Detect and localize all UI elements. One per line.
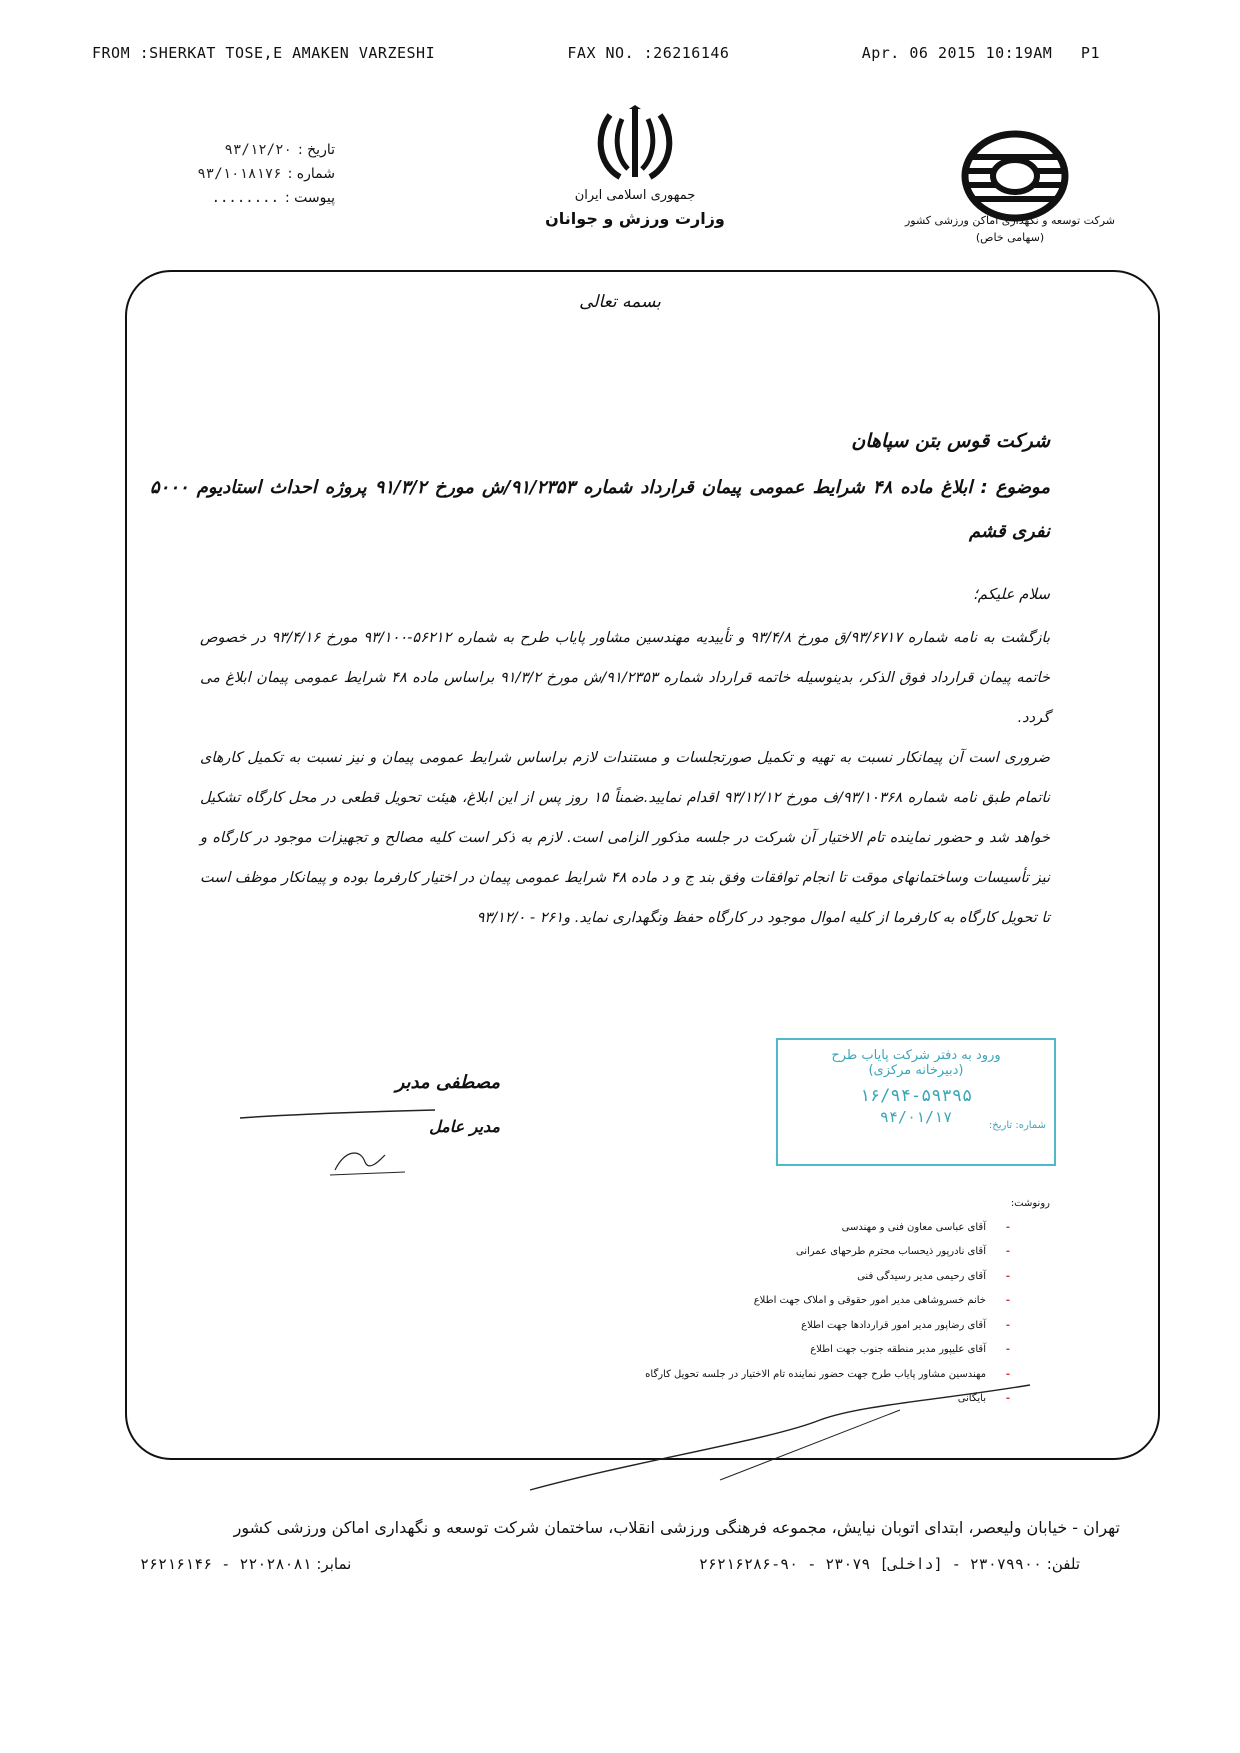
fax-number: FAX NO. :26216146 [567, 44, 730, 62]
company-type: (سهامی خاص) [975, 231, 1045, 244]
letter-meta [145, 138, 335, 210]
cc-item: - آقای نادرپور ذیحساب محترم طرحهای عمرانی [795, 1246, 1010, 1258]
attachment-value: ........ [211, 190, 279, 206]
signatory-title: مدیر عامل [429, 1117, 500, 1136]
fax-label: نمابر: [316, 1555, 352, 1573]
fax-from: FROM :SHERKAT TOSE,E AMAKEN VARZESHI [92, 44, 436, 62]
invocation: بسمه تعالی [579, 292, 661, 312]
fax-header [92, 44, 1100, 62]
number-row [145, 162, 335, 186]
ministry-name: وزارت ورزش و جوانان [545, 209, 725, 228]
addressee: شرکت قوس بتن سپاهان [851, 430, 1050, 452]
received-stamp [776, 1038, 1056, 1166]
government-heading [520, 188, 750, 228]
footer-address: تهران - خیابان ولیعصر، ابتدای اتوبان نیایش، مجموعه فرهنگی ورزشی انقلاب، ساختمان شرکت توسعه و نگهداری اماکن ورزشی کشور [233, 1518, 1120, 1537]
dash-icon: - [1005, 1344, 1010, 1356]
dash-icon: - [1005, 1393, 1010, 1405]
stamp-line-1: ورود به دفتر شرکت پایاب طرح [831, 1048, 1001, 1063]
cc-item: - آقای عباسی معاون فنی و مهندسی [841, 1221, 1010, 1233]
stamp-date: ۹۴/۰۱/۱۷ [879, 1108, 953, 1126]
date-value: ۹۳/۱۲/۲۰ [224, 142, 292, 158]
cc-item: - بایگانی [957, 1393, 1010, 1405]
fax-datetime [862, 44, 1100, 62]
pen-stroke-icon [520, 1380, 1040, 1500]
fax-date: Apr. 06 2015 10:19AM [861, 44, 1053, 62]
footer-contacts [140, 1555, 1080, 1573]
number-label: شماره : [287, 166, 335, 182]
cc-item: - خانم خسروشاهی مدیر امور حقوقی و املاک جهت اطلاع [753, 1295, 1010, 1307]
attachment-label: پیوست : [285, 190, 335, 206]
company-name: شرکت توسعه و نگهداری اماکن ورزشی کشور [904, 214, 1115, 227]
cc-item: - آقای رضاپور مدیر امور قراردادها جهت اطلاع [801, 1319, 1010, 1331]
body-paragraph-2: ضروری است آن پیمانکار نسبت به تهیه و تکمیل صورتجلسات و مستندات لازم براساس شرایط عمومی پیمان و نیز نسبت به تکمیل کارهای ناتمام طبق نامه شماره ۹۳/۱۰۳۶۸/ف مورخ ۹۳/۱۲/۱۲ اقدام نمایید.ضمناً ۱۵ روز پس از این ابلاغ، هیئت تحویل قطعی در محل کارگاه تشکیل خواهد شد و حضور نماینده تام الاختیار آن شرکت در جلسه مذکور الزامی است. لازم به ذکر است کلیه مصالح و تجهیزات موجود در کارگاه و نیز تأسیسات وساختمانهای موقت تا انجام توافقات وفق بند ج و د ماده ۴۸ شرایط عمومی پیمان در اختیار کارفرما بوده و پیمانکار موظف است تا تحویل کارگاه به کارفرما از کلیه اموال موجود در کارگاه حفظ ونگهداری نماید. و۲۶۱ - ۹۳/۱۲/۰ [200, 750, 1050, 926]
company-heading [885, 212, 1135, 246]
stamp-number: ۱۶/۹۴-۵۹۳۹۵ [859, 1086, 973, 1106]
signature-scribble-icon [235, 1100, 465, 1180]
date-label: تاریخ : [297, 142, 335, 158]
dash-icon: - [1005, 1221, 1010, 1233]
attachment-row [145, 186, 335, 210]
letter-body [200, 618, 1050, 938]
body-paragraph-1: بازگشت به نامه شماره ۹۳/۶۷۱۷/ق مورخ ۹۳/۴/۸ و تأییدیه مهندسین مشاور پایاب طرح به شماره ۵۶۲۱۲-۹۳/۱۰۰ مورخ ۹۳/۴/۱۶ در خصوص خاتمه پیمان قرارداد فوق الذکر، بدینوسیله خاتمه قرارداد شماره ۹۱/۲۳۵۳/ش مورخ ۹۱/۳/۲ براساس ماده ۴۸ شرایط عمومی پیمان ابلاغ می گردد. [200, 630, 1051, 726]
iran-emblem-icon [590, 105, 680, 185]
dash-icon: - [1005, 1368, 1010, 1380]
republic-name: جمهوری اسلامی ایران [574, 188, 696, 203]
subject: موضوع : ابلاغ ماده ۴۸ شرایط عمومی پیمان قرارداد شماره ۹۱/۲۳۵۳/ش مورخ ۹۱/۳/۲ پروژه احداث استادیوم ۵۰۰۰ نفری قشم [150, 477, 1050, 542]
cc-item: - مهندسین مشاور پایاب طرح جهت حضور نماینده تام الاختیار در جلسه تحویل کارگاه [645, 1368, 1010, 1380]
salutation: سلام علیکم؛ [972, 585, 1050, 603]
dash-icon: - [1005, 1319, 1010, 1331]
dash-icon: - [1005, 1270, 1010, 1282]
fax-value: ۲۲۰۲۸۰۸۱ - ۲۶۲۱۶۱۴۶ [140, 1555, 312, 1573]
stamp-side-labels: شماره: تاریخ: [988, 1120, 1046, 1131]
stamp-line-2: (دبیرخانه مرکزی) [868, 1063, 964, 1078]
cc-item: - آقای رحیمی مدیر رسیدگی فنی [857, 1270, 1010, 1282]
signatory-name: مصطفی مدبر [395, 1072, 500, 1093]
date-row [145, 138, 335, 162]
phone-label: تلفن: [1046, 1555, 1080, 1573]
dash-icon: - [1005, 1246, 1010, 1258]
cc-item: - آقای علیپور مدیر منطقه جنوب جهت اطلاع [810, 1344, 1010, 1356]
phone-value: ۲۳۰۷۹۹۰۰ - [داخلی] ۲۳۰۷۹ - ۹۰-۲۶۲۱۶۲۸۶ [698, 1555, 1043, 1573]
number-value: ۹۳/۱۰۱۸۱۷۶ [197, 166, 282, 182]
footer-phone [699, 1555, 1080, 1573]
cc-label: رونوشت: [1010, 1198, 1050, 1209]
footer-fax [140, 1555, 351, 1573]
company-logo-icon [960, 128, 1070, 223]
fax-page: P1 [1080, 44, 1100, 62]
dash-icon: - [1005, 1295, 1010, 1307]
